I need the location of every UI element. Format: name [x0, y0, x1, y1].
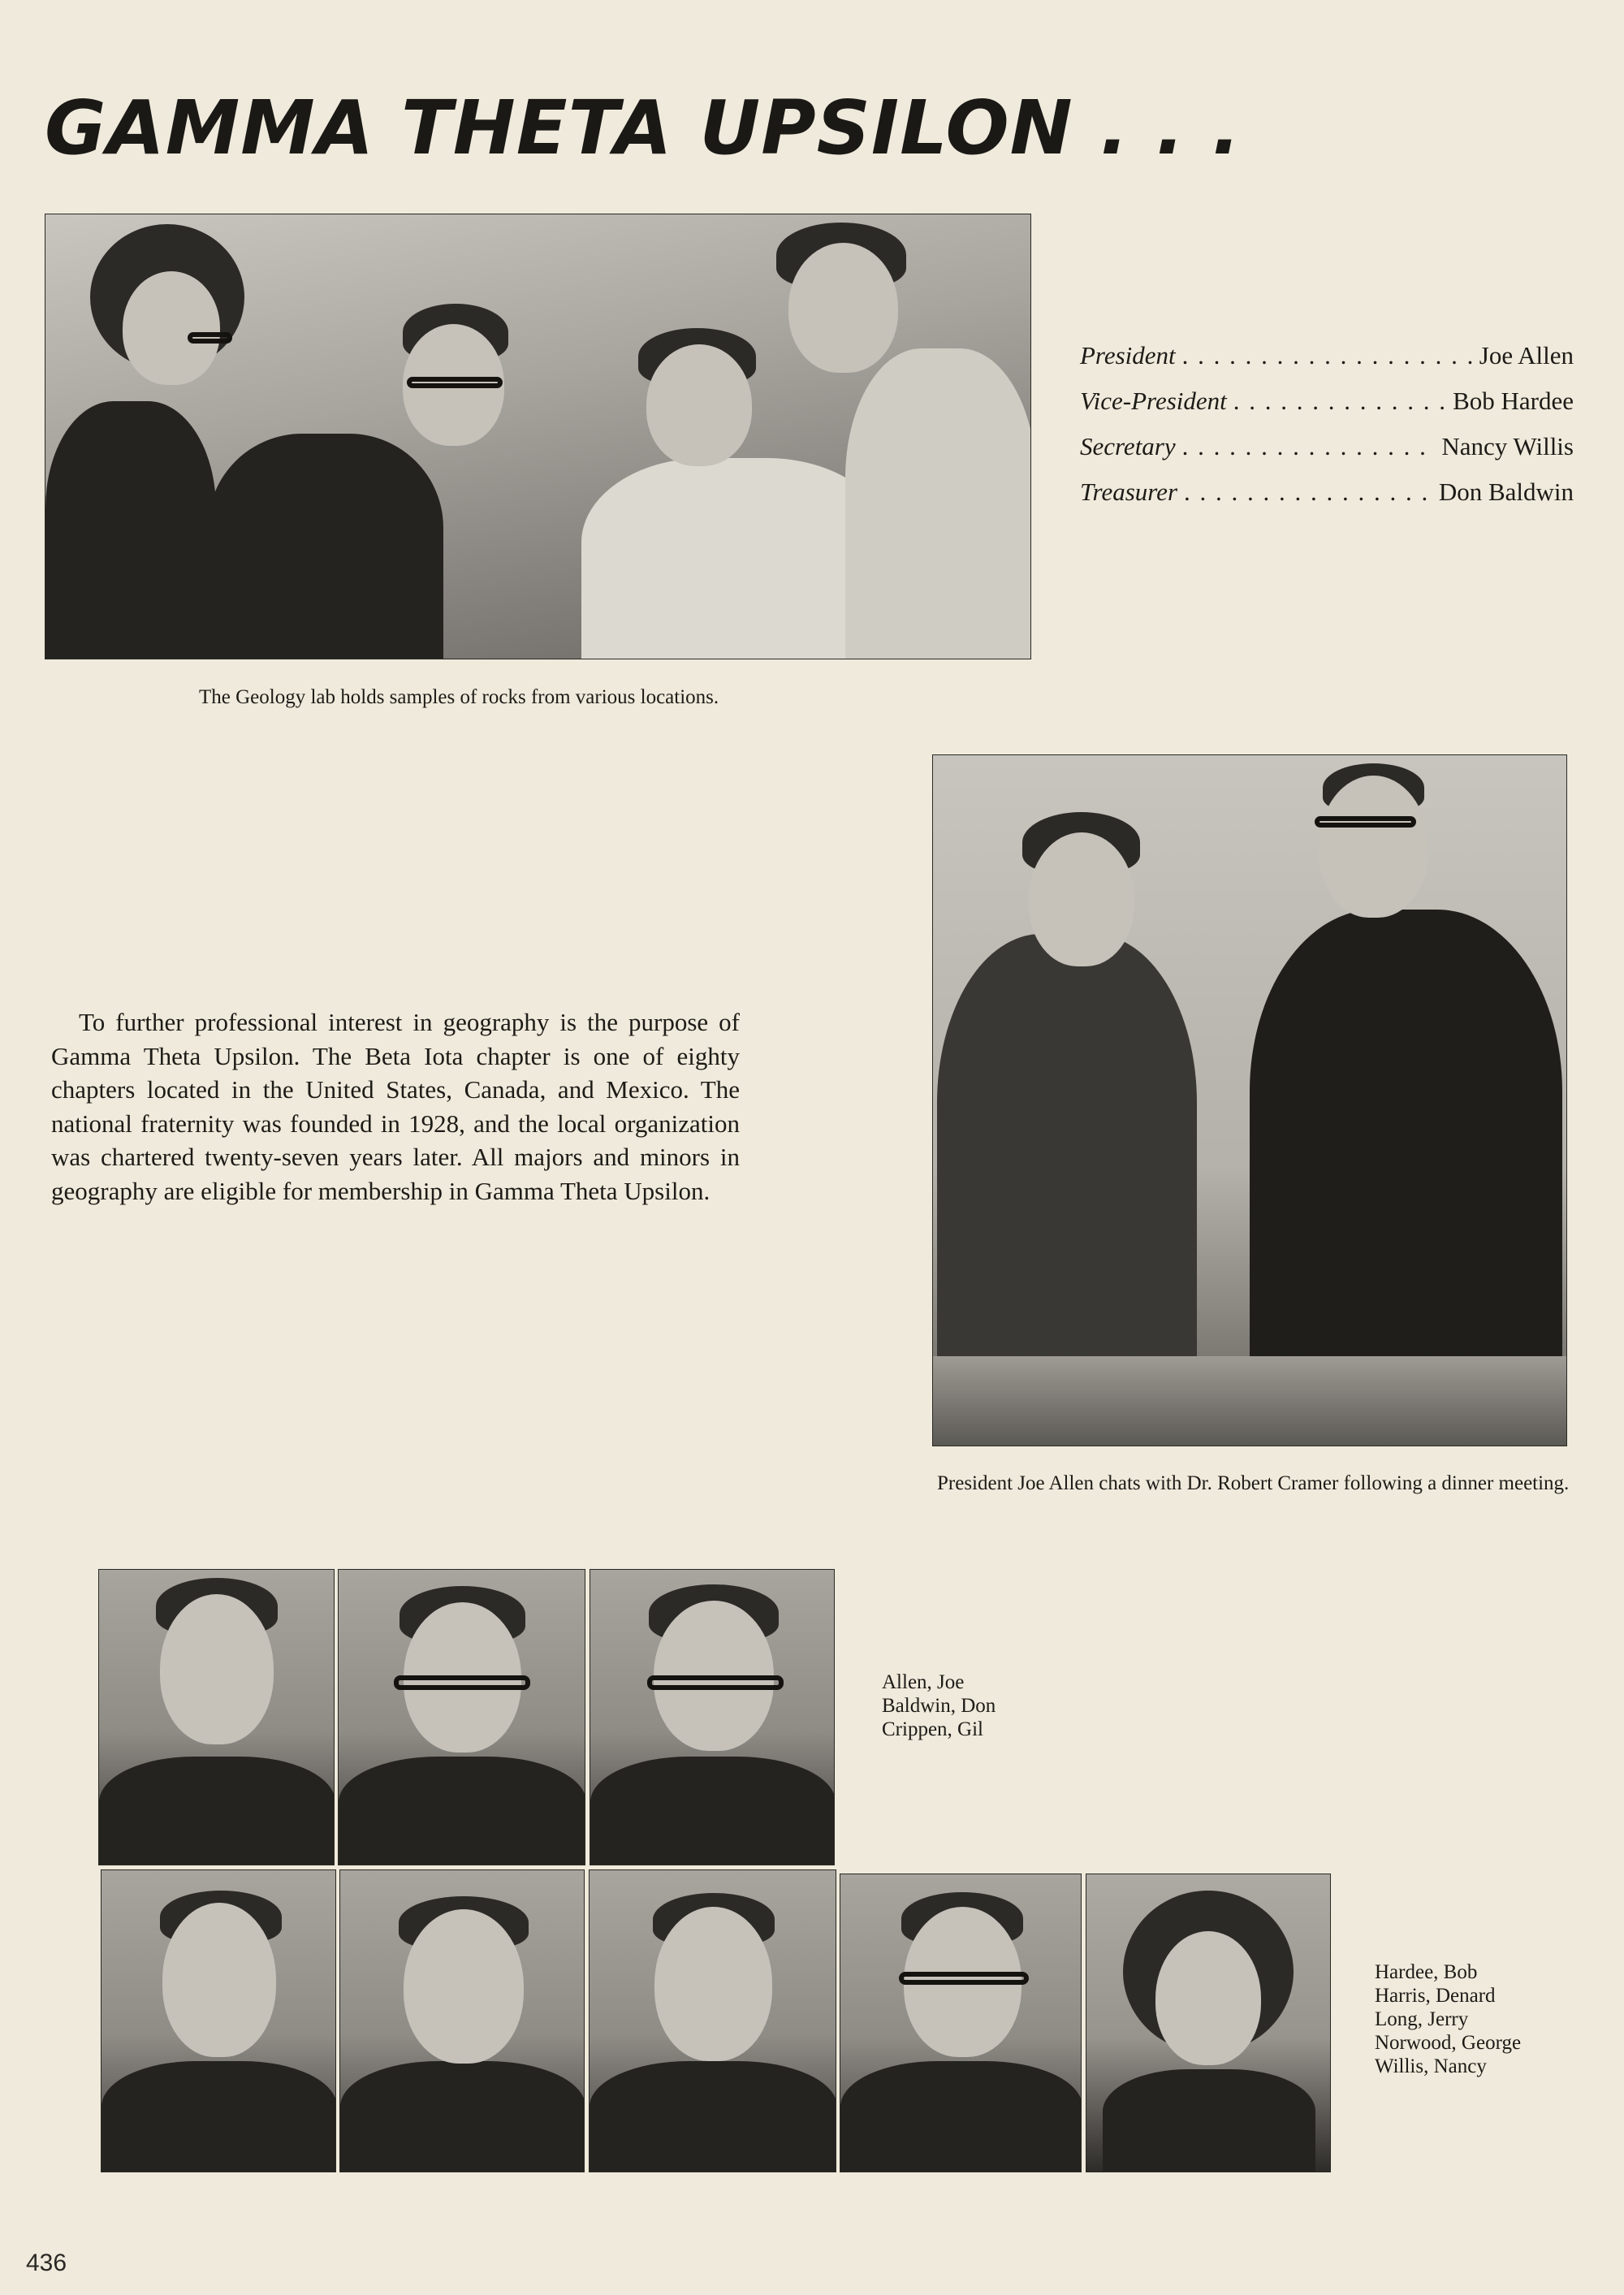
officer-name: Bob Hardee — [1453, 387, 1574, 415]
leader-dots — [1184, 469, 1432, 515]
portrait — [339, 1869, 585, 2172]
officer-name: Don Baldwin — [1438, 478, 1574, 506]
officer-title: Treasurer — [1080, 478, 1178, 506]
geology-photo-caption: The Geology lab holds samples of rocks from various locations. — [199, 686, 719, 708]
officer-title: Vice-President — [1080, 387, 1227, 415]
officer-row — [1080, 469, 1574, 515]
member-name: Long, Jerry — [1375, 2008, 1469, 2030]
officer-row — [1080, 378, 1574, 424]
page-number: 436 — [26, 2250, 67, 2276]
officer-row — [1080, 424, 1574, 469]
portrait — [98, 1569, 335, 1865]
member-name: Harris, Denard — [1375, 1985, 1496, 2007]
portrait — [590, 1569, 835, 1865]
member-name: Allen, Joe — [882, 1671, 965, 1693]
portrait — [338, 1569, 585, 1865]
member-name: Norwood, George — [1375, 2032, 1522, 2054]
paragraph-text: To further professional interest in geography is the purpose of Gamma Theta Upsilon. The Beta Iota chapter is one of eighty chapters located in the United States, Canada, and Mexico. The national fraternity was founded in 1928, and the local organization was chartered twenty-seven years later. All majors and minors in geography are eligible for membership in Gamma Theta Upsilon. — [51, 1008, 740, 1205]
portrait — [840, 1874, 1082, 2172]
leader-dots — [1233, 378, 1446, 424]
portrait — [101, 1869, 336, 2172]
roster-names-row2 — [1375, 1960, 1521, 2078]
body-paragraph — [51, 1005, 740, 1208]
member-name: Crippen, Gil — [882, 1718, 983, 1740]
portrait — [589, 1869, 836, 2172]
leader-dots — [1182, 424, 1436, 469]
leader-dots — [1182, 333, 1473, 378]
dinner-photo-caption: President Joe Allen chats with Dr. Robert Cramer following a dinner meeting. — [937, 1472, 1570, 1494]
dinner-meeting-photo — [932, 754, 1567, 1446]
officer-row — [1080, 333, 1574, 378]
officer-title: Secretary — [1080, 432, 1176, 460]
member-name: Willis, Nancy — [1375, 2055, 1487, 2077]
officer-title: President — [1080, 341, 1176, 370]
portrait — [1086, 1874, 1331, 2172]
officer-name: Nancy Willis — [1441, 432, 1574, 460]
geology-lab-photo — [45, 214, 1031, 659]
officer-name: Joe Allen — [1479, 341, 1574, 370]
roster-names-row1 — [882, 1670, 996, 1741]
member-name: Baldwin, Don — [882, 1695, 996, 1717]
member-name: Hardee, Bob — [1375, 1961, 1478, 1983]
page-heading: GAMMA THETA UPSILON . . . — [45, 84, 1242, 171]
officers-list — [1080, 333, 1574, 515]
